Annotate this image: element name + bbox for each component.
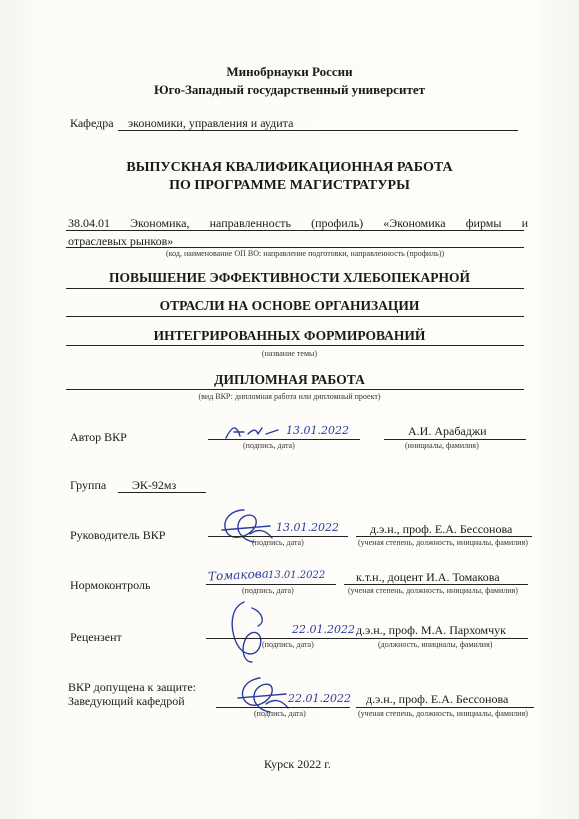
reviewer-label: Рецензент [70,630,122,644]
university-name: Юго-Западный государственный университет [154,82,425,97]
reviewer-name-caption: (должность, инициалы, фамилия) [378,640,493,649]
author-name-underline [384,439,526,440]
normcontrol-date: 13.01.2022 [268,570,326,581]
group-value: ЭК-92мз [132,478,177,492]
reviewer-date-underline [206,638,356,639]
author-date-underline [208,439,360,440]
supervisor-name-caption: (ученая степень, должность, инициалы, фамилия) [358,538,528,547]
author-label: Автор ВКР [70,430,127,444]
admission-name: д.э.н., проф. Е.А. Бессонова [366,692,509,706]
supervisor-date: 13.01.2022 [276,521,339,534]
city-year: Курск 2022 г. [264,757,331,771]
supervisor-date-underline [208,536,348,537]
topic-line1: ПОВЫШЕНИЕ ЭФФЕКТИВНОСТИ ХЛЕБОПЕКАРНОЙ [109,270,470,285]
topic-caption: (название темы) [261,349,318,358]
work-title-line2: ПО ПРОГРАММЕ МАГИСТРАТУРЫ [169,178,410,193]
department-value: экономики, управления и аудита [128,116,294,130]
admission-date: 22.01.2022 [288,692,351,705]
program-underline2 [66,247,524,248]
ministry-name: Минобрнауки России [226,64,353,79]
admission-name-caption: (ученая степень, должность, инициалы, фамилия) [358,709,528,718]
normcontrol-name-underline [344,584,528,585]
normcontrol-signature: Томакова [207,566,270,584]
normcontrol-date-underline [206,584,336,585]
reviewer-signature [222,598,272,666]
author-name: А.И. Арабаджи [408,424,487,438]
supervisor-name-underline [356,536,532,537]
reviewer-name: д.э.н., проф. М.А. Пархомчук [356,623,506,637]
group-label: Группа [70,478,107,492]
supervisor-date-caption: (подпись, дата) [252,538,304,547]
author-date-caption: (подпись, дата) [243,441,295,450]
admission-name-underline [356,707,534,708]
work-title-line1: ВЫПУСКНАЯ КВАЛИФИКАЦИОННАЯ РАБОТА [126,160,453,175]
normcontrol-label: Нормоконтроль [70,578,151,592]
admission-date-underline [216,707,350,708]
program-caption: (код, наименование ОП ВО: направление подготовки, направленность (профиль)) [166,249,445,258]
group-underline [118,492,206,493]
supervisor-label: Руководитель ВКР [70,528,166,542]
department-label: Кафедра [70,116,114,130]
reviewer-date: 22.01.2022 [292,623,355,636]
program-line1: 38.04.01 Экономика, направленность (профиль) «Экономика фирмы и [68,216,528,230]
reviewer-name-underline [352,638,528,639]
department-underline [118,130,518,131]
admission-date-caption: (подпись, дата) [254,709,306,718]
normcontrol-name-caption: (ученая степень, должность, инициалы, фамилия) [348,586,518,595]
admission-label-line1: ВКР допущена к защите: [68,680,196,694]
normcontrol-date-caption: (подпись, дата) [242,586,294,595]
program-underline1 [66,230,524,231]
author-date: 13.01.2022 [286,424,349,437]
work-type-underline [66,389,524,390]
normcontrol-name: к.т.н., доцент И.А. Томакова [356,570,500,584]
work-type: ДИПЛОМНАЯ РАБОТА [214,372,365,387]
topic-underline3 [66,345,524,346]
work-type-caption: (вид ВКР: дипломная работа или дипломный проект) [198,392,381,401]
topic-line2: ОТРАСЛИ НА ОСНОВЕ ОРГАНИЗАЦИИ [159,298,420,313]
admission-label-line2: Заведующий кафедрой [68,694,185,708]
reviewer-date-caption: (подпись, дата) [262,640,314,649]
author-name-caption: (инициалы, фамилия) [405,441,479,450]
topic-underline2 [66,316,524,317]
topic-line3: ИНТЕГРИРОВАННЫХ ФОРМИРОВАНИЙ [153,328,426,343]
supervisor-name: д.э.н., проф. Е.А. Бессонова [370,522,513,536]
topic-underline1 [66,288,524,289]
program-line2: отраслевых рынков» [68,234,174,248]
